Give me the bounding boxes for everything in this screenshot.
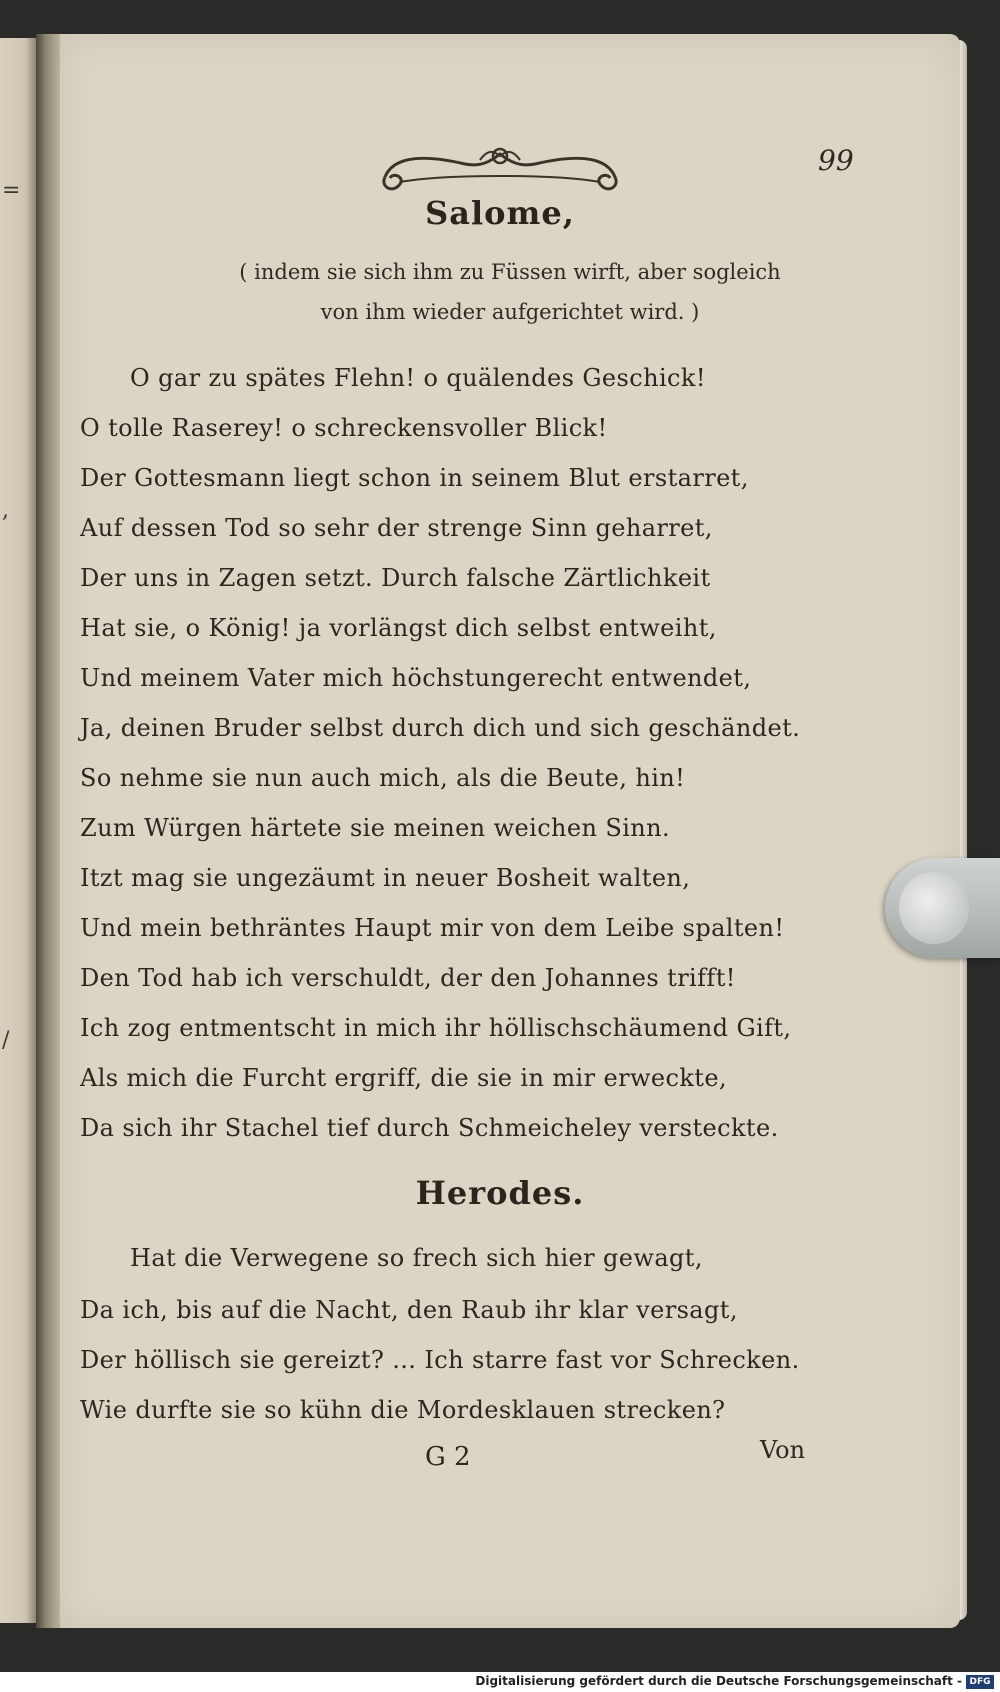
verse-line: Hat sie, o König! ja vorlängst dich selbst entweiht, <box>80 614 717 642</box>
verse-line: Wie durfte sie so kühn die Mordesklauen strecken? <box>80 1396 726 1424</box>
book-page <box>60 34 960 1628</box>
stage-direction-line: von ihm wieder aufgerichtet wird. ) <box>320 300 700 324</box>
verse-line: Da sich ihr Stachel tief durch Schmeicheley versteckte. <box>80 1114 779 1142</box>
prev-page-mark: = <box>2 178 21 203</box>
verse-line: Der uns in Zagen setzt. Durch falsche Zärtlichkeit <box>80 564 711 592</box>
stage-direction-line: ( indem sie sich ihm zu Füssen wirft, aber sogleich <box>239 260 781 284</box>
dfg-logo-icon: DFG <box>966 1675 994 1689</box>
verse-line: Itzt mag sie ungezäumt in neuer Bosheit walten, <box>80 864 691 892</box>
verse-line: Auf dessen Tod so sehr der strenge Sinn geharret, <box>80 514 713 542</box>
verse-line: Und mein bethräntes Haupt mir von dem Leibe spalten! <box>80 914 785 942</box>
stage-direction <box>210 252 810 332</box>
prev-page-mark: , <box>2 498 9 523</box>
verse-line: Ich zog entmentscht in mich ihr höllischschäumend Gift, <box>80 1014 792 1042</box>
credit-bar <box>0 1672 1000 1692</box>
verse-line: Und meinem Vater mich höchstungerecht entwendet, <box>80 664 752 692</box>
verse-line: Als mich die Furcht ergriff, die sie in mir erweckte, <box>80 1064 727 1092</box>
verse-line: Der höllisch sie gereizt? ... Ich starre fast vor Schrecken. <box>80 1346 800 1374</box>
speaker-name: Salome, <box>425 194 575 232</box>
funding-credit: Digitalisierung gefördert durch die Deutsche Forschungsgemeinschaft - <box>475 1674 962 1688</box>
verse-line: O gar zu spätes Flehn! o quälendes Geschick! <box>130 364 706 392</box>
verse-line: O tolle Raserey! o schreckensvoller Blick! <box>80 414 608 442</box>
signature-mark: G 2 <box>425 1442 471 1472</box>
verse-line: Hat die Verwegene so frech sich hier gewagt, <box>130 1244 703 1272</box>
page-clip <box>885 858 1000 958</box>
header-ornament-icon <box>375 142 625 202</box>
verse-line: So nehme sie nun auch mich, als die Beute, hin! <box>80 764 686 792</box>
prev-page-mark: / <box>2 1028 10 1053</box>
verse-line: Der Gottesmann liegt schon in seinem Blut erstarret, <box>80 464 749 492</box>
page-number: 99 <box>818 144 854 177</box>
verse-line: Da ich, bis auf die Nacht, den Raub ihr klar versagt, <box>80 1296 738 1324</box>
previous-page-edge <box>0 38 38 1623</box>
verse-line: Zum Würgen härtete sie meinen weichen Sinn. <box>80 814 671 842</box>
verse-line: Ja, deinen Bruder selbst durch dich und sich geschändet. <box>80 714 801 742</box>
verse-line: Den Tod hab ich verschuldt, der den Johannes trifft! <box>80 964 736 992</box>
catchword: Von <box>760 1436 806 1464</box>
speaker-name: Herodes. <box>415 1174 585 1212</box>
